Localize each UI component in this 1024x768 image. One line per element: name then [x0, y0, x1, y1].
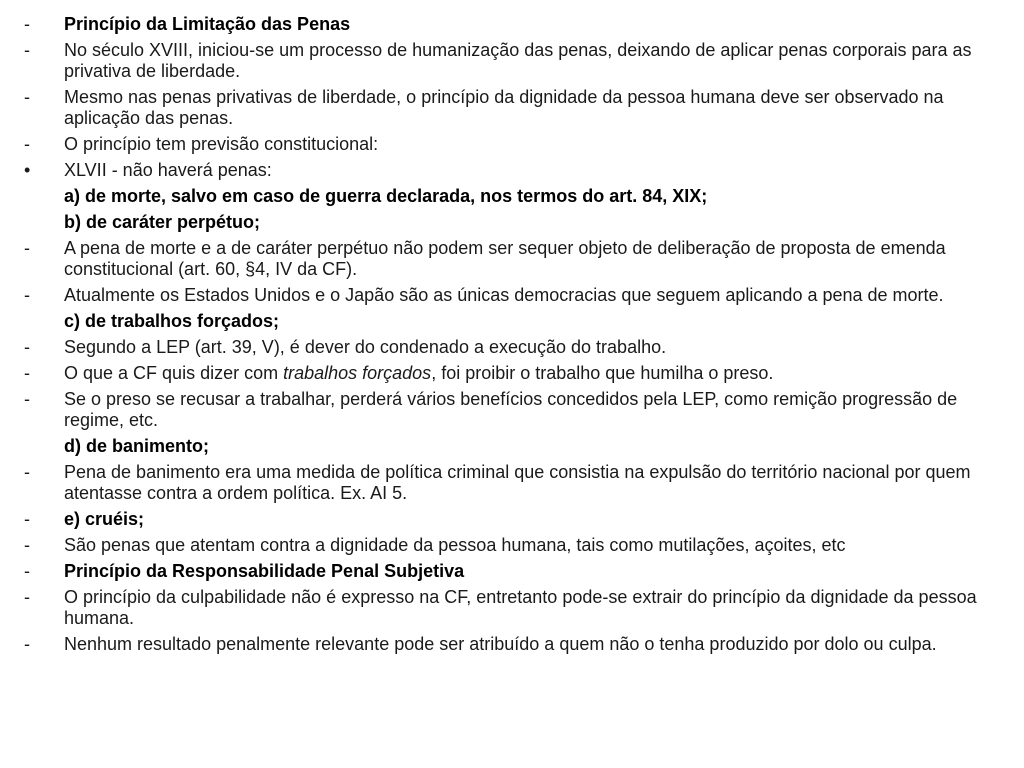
dash-marker: -	[24, 40, 30, 60]
list-item-text: Nenhum resultado penalmente relevante pode ser atribuído a quem não o tenha produzido por dolo ou culpa.	[64, 634, 937, 654]
dash-marker: -	[24, 389, 30, 409]
list-item-text: e) cruéis;	[64, 509, 145, 529]
list-item-text: c) de trabalhos forçados;	[64, 311, 280, 331]
list-item-text: Princípio da Responsabilidade Penal Subjetiva	[64, 561, 465, 581]
list-item	[24, 40, 1004, 82]
list-item	[24, 389, 1004, 431]
dash-marker: -	[24, 337, 30, 357]
list-item-text: O princípio tem previsão constitucional:	[64, 134, 379, 154]
list-item-text: d) de banimento;	[64, 436, 209, 456]
bullet-list	[24, 14, 1004, 655]
list-item-text: Se o preso se recusar a trabalhar, perderá vários benefícios concedidos pela LEP, como remição progressão de regime, etc.	[64, 389, 958, 430]
list-item-text: XLVII - não haverá penas:	[64, 160, 272, 180]
text-segment: , foi proibir o trabalho que humilha o preso.	[431, 363, 774, 383]
dash-marker: -	[24, 535, 30, 555]
list-item	[24, 212, 1004, 233]
list-item	[24, 238, 1004, 280]
list-item-text: b) de caráter perpétuo;	[64, 212, 261, 232]
list-item	[24, 462, 1004, 504]
list-item-text	[64, 363, 1002, 384]
italic-text-segment: trabalhos forçados	[283, 363, 432, 383]
dash-marker: -	[24, 87, 30, 107]
list-item	[24, 14, 1004, 35]
list-item	[24, 160, 1004, 181]
list-item-text: Atualmente os Estados Unidos e o Japão são as únicas democracias que seguem aplicando a pena de morte.	[64, 285, 944, 305]
dash-marker: -	[24, 462, 30, 482]
list-item-text: São penas que atentam contra a dignidade da pessoa humana, tais como mutilações, açoites, etc	[64, 535, 846, 555]
dash-marker: -	[24, 134, 30, 154]
list-item	[24, 186, 1004, 207]
list-item	[24, 285, 1004, 306]
list-item-text: A pena de morte e a de caráter perpétuo não podem ser sequer objeto de deliberação de proposta de emenda constitucional (art. 60, §4, IV da CF).	[64, 238, 946, 279]
list-item-text: O princípio da culpabilidade não é expresso na CF, entretanto pode-se extrair do princípio da dignidade da pessoa humana.	[64, 587, 977, 628]
bullet-icon: •	[24, 160, 31, 180]
list-item	[24, 561, 1004, 582]
list-item-text: Princípio da Limitação das Penas	[64, 14, 351, 34]
list-item-text: No século XVIII, iniciou-se um processo de humanização das penas, deixando de aplicar penas corporais para as privativa de liberdade.	[64, 40, 972, 81]
dash-marker: -	[24, 587, 30, 607]
dash-marker: -	[24, 363, 30, 383]
list-item	[24, 337, 1004, 358]
dash-marker: -	[24, 561, 30, 581]
dash-marker: -	[24, 14, 30, 34]
list-item	[24, 634, 1004, 655]
dash-marker: -	[24, 238, 30, 258]
list-item	[24, 311, 1004, 332]
dash-marker: -	[24, 509, 30, 529]
list-item	[24, 535, 1004, 556]
dash-marker: -	[24, 285, 30, 305]
dash-marker: -	[24, 634, 30, 654]
list-item-text: Segundo a LEP (art. 39, V), é dever do condenado a execução do trabalho.	[64, 337, 667, 357]
list-item	[24, 587, 1004, 629]
list-item	[24, 134, 1004, 155]
list-item-text: Mesmo nas penas privativas de liberdade, o princípio da dignidade da pessoa humana deve ser observado na aplicação das penas.	[64, 87, 944, 128]
list-item-text: Pena de banimento era uma medida de política criminal que consistia na expulsão do território nacional por quem atentasse contra a ordem política. Ex. AI 5.	[64, 462, 971, 503]
list-item-text: a) de morte, salvo em caso de guerra declarada, nos termos do art. 84, XIX;	[64, 186, 708, 206]
list-item	[24, 436, 1004, 457]
list-item	[24, 363, 1004, 384]
list-item	[24, 87, 1004, 129]
list-item	[24, 509, 1004, 530]
text-segment: O que a CF quis dizer com	[64, 363, 284, 383]
